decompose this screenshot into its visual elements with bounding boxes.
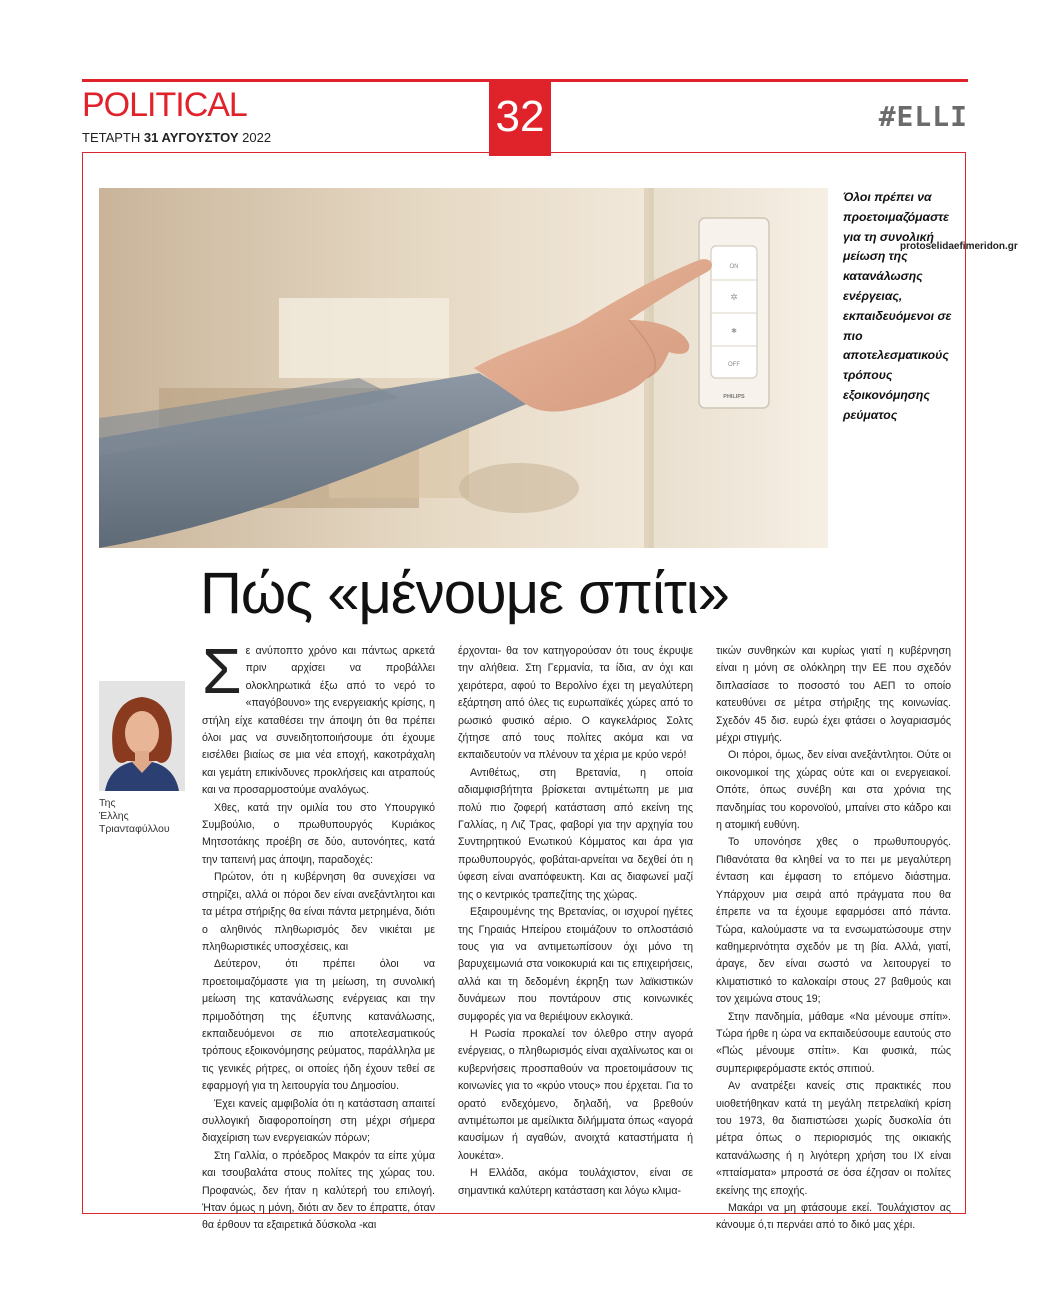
newspaper-brand: #ELLI (878, 100, 968, 133)
paragraph: Μακάρι να μη φτάσουμε εκεί. Τουλάχιστον ας κάνουμε ό,τι περνάει από το δικό μας χέρι. (716, 1202, 951, 1232)
date-weekday: ΤΕΤΑΡΤΗ (82, 130, 141, 145)
page-number: 32 (489, 80, 551, 156)
paragraph: ε ανύποπτο χρόνο και πάντως αρκετά πριν αρχίσει να προβάλλει ολοκληρωτικά έξω από το νερό το «παγόβουνο» της ενεργειακής κρίσης, η στήλη είχε καταθέσει την άποψη ότι θα πρέπει όλοι μας να συνειδητοποιήσουμε ότι έχουμε εισέλθει βιαίως σε μια νέα εποχή, κακοτράχαλη και γεμάτη επικίνδυνες προκλήσεις και ατραπούς και να προσαρμοστούμε αναλόγως. (202, 645, 435, 797)
author-prefix: Της (99, 797, 116, 809)
switch-off-label: OFF (728, 362, 740, 368)
paragraph: Πρώτον, ότι η κυβέρνηση θα συνεχίσει να στηρίζει, αλλά οι πόροι δεν είναι ανεξάντλητοι και τα μέτρα στήριξης θα είναι πάντα μετρημένα, διότι ο αληθινός πληθωρισμός δεν νικιέται με πληθωριστικές υποσχέσεις, και (202, 871, 435, 953)
author-name: Έλλης Τριανταφύλλου (99, 810, 170, 835)
paragraph: Το υπονόησε χθες ο πρωθυπουργός. Πιθανότατα θα κληθεί να το πει με μεγαλύτερη ένταση και έμφαση το επόμενο διάστημα. Υπάρχουν μια σειρά από πράγματα που θα έπρεπε να τα έχουμε εφαρμόσει από πάντα. Τώρα, καλούμαστε να τα ενσωματώσουμε στην καθημερινότητα σχεδόν με τη βία. Αλλά, γιατί, άραγε, δεν είναι σωστό να λειτουργεί το κλιματιστικό το καλοκαίρι στους 27 βαθμούς και τον χειμώνα στους 19; (716, 836, 951, 1006)
paragraph: Αντιθέτως, στη Βρετανία, η οποία αδιαμφισβήτητα βρίσκεται αντιμέτωπη με μια πολύ πιο ζοφερή κατάσταση από εκείνη της Γαλλίας, η Λιζ Τρας, φαβορί για την αρχηγία του Συντηρητικού Ενωτικού Κόμματος και άρα για πρωθυπουργός, φοβάται-αρνείται να δεχθεί ότι η ύφεση είναι αναπόφευκτη. Και ας διαφωνεί μαζί της ο κεντρικός τραπεζίτης της χώρας. (458, 766, 693, 901)
drop-cap: Σ (202, 635, 242, 707)
paragraph: Στη Γαλλία, ο πρόεδρος Μακρόν τα είπε χύμα και τσουβαλάτα στους πολίτες της χώρας του. Προφανώς, δεν ήταν η καλύτερή του επιλογή. Ήταν όμως η μόνη, διότι αν δεν το έπραττε, όταν θα έρθουν τα εξαιρετικά δύσκολα -και (202, 1149, 435, 1232)
issue-date (82, 130, 271, 145)
paragraph: Στην πανδημία, μάθαμε «Να μένουμε σπίτι». Τώρα ήρθε η ώρα να εκπαιδεύσουμε εαυτούς στο «Πώς μένουμε σπίτι». Και φυσικά, πώς συμπεριφερόμαστε εκτός σπιτιού. (716, 1010, 951, 1075)
paragraph: τικών συνθηκών και κυρίως γιατί η κυβέρνηση είναι η μόνη σε ολόκληρη την ΕΕ που σχεδόν διπλασίασε το ποσοστό του ΑΕΠ το οποίο κατευθύνει σε μέτρα στήριξης της κοινωνίας. Σχεδόν 45 δισ. ευρώ έχει φτάσει ο λογαριασμός μέχρι στιγμής. (716, 645, 951, 745)
article-photo (99, 188, 828, 548)
switch-on-label: ON (729, 264, 739, 270)
paragraph: Χθες, κατά την ομιλία του στο Υπουργικό Συμβούλιο, ο πρωθυπουργός Κυριάκος Μητσοτάκης προέβη σε δύο, αυτονόητες, κατά την ταπεινή μας άποψη, παραδοχές: (202, 801, 435, 866)
paragraph: Έχει κανείς αμφιβολία ότι η κατάσταση απαιτεί συλλογική διαφοροποίηση στη μέχρι σήμερα διαχείριση των ενεργειακών πόρων; (202, 1097, 435, 1145)
section-title: POLITICAL (82, 86, 247, 124)
paragraph: Η Ρωσία προκαλεί τον όλεθρο στην αγορά ενέργειας, ο πληθωρισμός είναι αχαλίνωτος και οι κυβερνήσεις προσπαθούν να προετοιμάσουν τις κοινωνίες για το «κρύο ντους» που έρχεται. Για το ορατό ενδεχόμενο, δηλαδή, να βρεθούν αντιμέτωποι με αμείλικτα διλήμματα όπως «αγορά καυσίμων ή αγαθών, ανοιχτά καταστήματα ή λουκέτα». (458, 1027, 693, 1162)
paragraph: έρχονται- θα τον κατηγορούσαν ότι τους έκρυψε την αλήθεια. Στη Γερμανία, τα ίδια, αν όχι και χειρότερα, αφού το Βερολίνο έχει τη μεγαλύτερη εξάρτηση από όλες τις ευρωπαϊκές χώρες από το ρωσικό φυσικό αέριο. Ο καγκελάριος Σολτς ζήτησε από τους πολίτες ακόμα και να εκπαιδευτούν να πλένουν τα χέρια με κρύο νερό! (458, 645, 693, 762)
date-day-month: 31 ΑΥΓΟΥΣΤΟΥ (143, 130, 239, 145)
article-title: Πώς «μένουμε σπίτι» (200, 561, 729, 626)
article-column-1 (202, 635, 435, 1235)
source-watermark: protoselidaefimeridon.gr (900, 241, 1018, 252)
svg-text:✲: ✲ (730, 292, 738, 302)
date-year: 2022 (242, 130, 272, 145)
paragraph: Εξαιρουμένης της Βρετανίας, οι ισχυροί ηγέτες της Γηραιάς Ηπείρου ετοιμάζουν το οπλοστάσιό τους για να αντιμετωπίσουν όχι μόνο τη βαρυχειμωνιά στα νοικοκυριά και τις επιχειρήσεις, αλλά και τη δεδομένη έκρηξη των λαϊκιστικών δυνάμεων που ποντάρουν στις κοινωνικές συμφορές για να θεριέψουν εκλογικά. (458, 906, 693, 1023)
photo-caption: Όλοι πρέπει να προετοιμαζόμαστε για τη συνολική μείωση της κατανάλωσης ενέργειας, εκπαιδευόμενοι σε πιο αποτελεσματικούς τρόπους εξοικονόμησης ρεύματος (843, 190, 952, 422)
hand-pressing-switch-illustration (99, 188, 828, 548)
author-avatar (99, 681, 185, 791)
article-column-2 (458, 643, 693, 1200)
paragraph: Δεύτερον, ότι πρέπει όλοι να προετοιμαζόμαστε για τη μείωση, τη συνολική μείωση της κατανάλωσης ενέργειας και την πριμοδότηση της έξυπνης κατανάλωσης, εκπαιδευόμενοι σε πιο αποτελεσματικούς τρόπους εξοικονόμησης ρεύματος, παράλληλα με τις γενικές ρήτρες, οι οποίες ήδη έχουν τεθεί σε εφαρμογή για τη λειτουργία του Δημοσίου. (202, 958, 435, 1093)
paragraph: Η Ελλάδα, ακόμα τουλάχιστον, είναι σε σημαντικά καλύτερη κατάσταση και λόγω κλιμα- (458, 1167, 693, 1197)
svg-text:✱: ✱ (731, 328, 737, 335)
switch-brand-label: PHILIPS (723, 394, 745, 400)
paragraph: Οι πόροι, όμως, δεν είναι ανεξάντλητοι. Ούτε οι οικονομικοί της χώρας ούτε και οι ενεργειακοί. Οπότε, όπως συνέβη και στα χρόνια της πανδημίας του κορονοϊού, μπαίνει στο κάδρο και η ατομική ευθύνη. (716, 749, 951, 832)
article-column-3 (716, 643, 951, 1235)
paragraph: Αν ανατρέξει κανείς στις πρακτικές που υιοθετήθηκαν κατά τη μεγάλη πετρελαϊκή κρίση του 1973, θα διαπιστώσει χωρίς δυσκολία ότι μέτρα όπως ο περιορισμός της οικιακής κατανάλωσης ή η λιγότερη χρήση του ΙΧ είναι «πταίσματα» μπροστά σε όσα έζησαν οι πολίτες εκείνης της εποχής. (716, 1080, 951, 1197)
